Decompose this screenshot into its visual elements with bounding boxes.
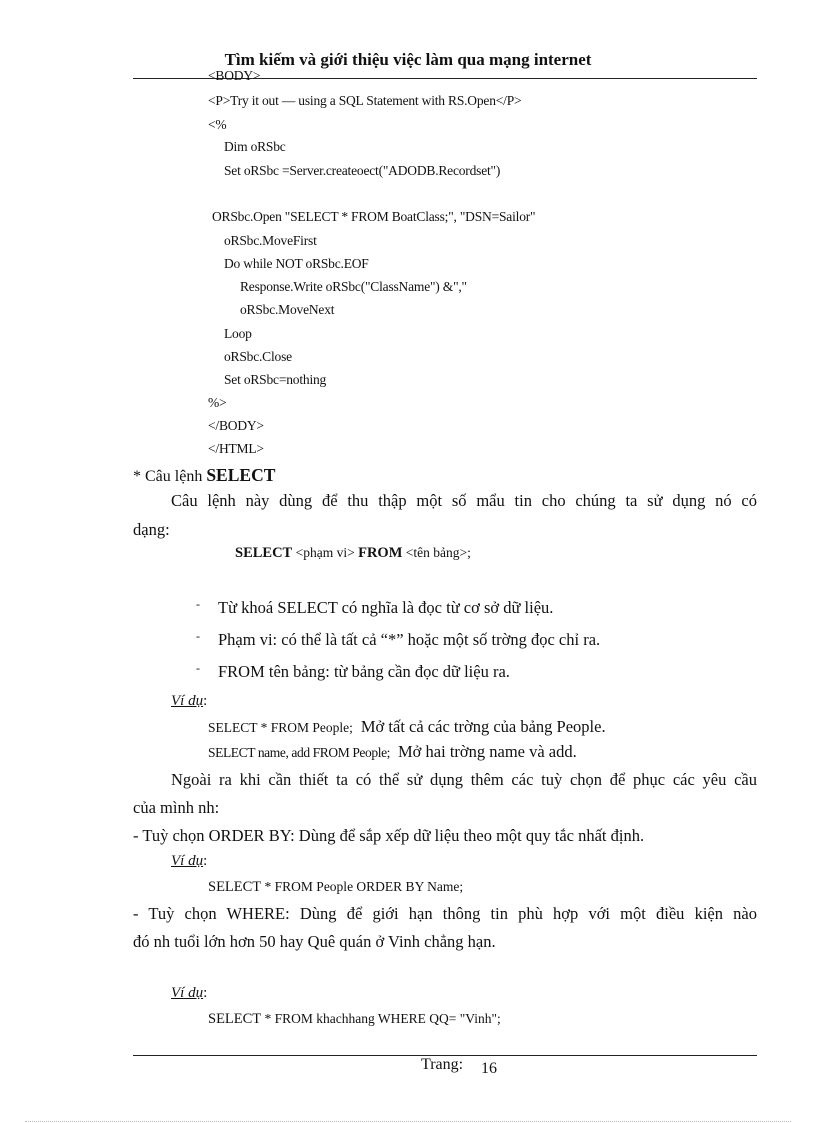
example-code: SELECT name, add FROM People; xyxy=(208,745,391,760)
bullet-item: Từ khoá SELECT có nghĩa là đọc từ cơ sở dữ liệu. xyxy=(218,598,554,617)
example-code: SELECT * FROM People; xyxy=(208,720,353,735)
example-label-1: Ví dụ: xyxy=(171,693,208,709)
footer-page-number: 16 xyxy=(481,1060,497,1077)
code-line: <% xyxy=(208,117,227,132)
intro-line-2: dạng: xyxy=(133,520,170,539)
code-line: </BODY> xyxy=(208,418,264,433)
para2-line-2: của mình nh: xyxy=(133,798,220,817)
code-line: Set oRSbc=nothing xyxy=(224,372,327,387)
example-label-text: Ví dụ xyxy=(171,693,204,709)
example-desc: Mở tất cả các trờng của bảng People. xyxy=(360,717,606,736)
example-label-3: Ví dụ: xyxy=(171,985,208,1001)
syntax-scope: <phạm vi> xyxy=(292,545,359,560)
bullet-dash-icon: - xyxy=(196,597,200,611)
syntax-kw-from: FROM xyxy=(358,545,403,561)
where-line-1: - Tuỳ chọn WHERE: Dùng để giới hạn thông tin phù hợp với một điều kiện nào xyxy=(133,904,757,923)
code-line: ORSbc.Open "SELECT * FROM BoatClass;", "DSN=Sailor" xyxy=(212,209,536,224)
bullet-dash-icon: - xyxy=(196,629,200,643)
example-label-text: Ví dụ xyxy=(171,985,204,1001)
section-heading-keyword: SELECT xyxy=(206,465,276,485)
syntax-line xyxy=(235,545,471,562)
bullet-dash-icon: - xyxy=(196,661,200,675)
page-header-title: Tìm kiếm và giới thiệu việc làm qua mạng internet xyxy=(224,50,592,69)
bullet-item: FROM tên bảng: từ bảng cần đọc dữ liệu ra. xyxy=(218,662,510,681)
code-line: Loop xyxy=(224,326,252,341)
where-example xyxy=(208,1010,501,1028)
code-line: oRSbc.MoveFirst xyxy=(224,233,317,248)
code-line: %> xyxy=(208,395,227,410)
footer-page-label: Trang: xyxy=(421,1056,464,1073)
code-line: oRSbc.Close xyxy=(224,349,292,364)
para2-line-1: Ngoài ra khi cần thiết ta có thể sử dụng thêm các tuỳ chọn để phục các yêu cầu xyxy=(171,770,757,789)
example-label-2: Ví dụ: xyxy=(171,853,208,869)
code-line: <P>Try it out — using a SQL Statement with RS.Open</P> xyxy=(208,93,522,108)
example-row xyxy=(208,742,577,762)
example-code-kw: SELECT xyxy=(208,1011,262,1027)
example-code: * FROM People ORDER BY Name; xyxy=(261,879,464,894)
orderby-example xyxy=(208,878,463,896)
intro-line-1: Câu lệnh này dùng để thu thập một số mẩu tin cho chúng ta sử dụng nó có xyxy=(171,491,757,510)
code-line: Do while NOT oRSbc.EOF xyxy=(224,256,369,271)
example-row xyxy=(208,717,606,737)
code-line: </HTML> xyxy=(208,441,264,456)
code-line: Set oRSbc =Server.createoect("ADODB.Recordset") xyxy=(224,163,501,178)
code-line: oRSbc.MoveNext xyxy=(240,302,335,317)
section-heading xyxy=(133,465,275,486)
bullet-item: Phạm vi: có thể là tất cả “*” hoặc một số trờng đọc chỉ ra. xyxy=(218,630,601,649)
syntax-table: <tên bảng>; xyxy=(402,545,471,560)
example-desc: Mở hai trờng name và add. xyxy=(398,742,577,761)
code-line: <BODY> xyxy=(208,68,261,83)
example-code: * FROM khachhang WHERE QQ= "Vinh"; xyxy=(261,1011,501,1026)
code-line: Dim oRSbc xyxy=(224,139,286,154)
example-code-kw: SELECT xyxy=(208,879,262,895)
syntax-kw-select: SELECT xyxy=(235,545,293,561)
section-heading-prefix: * Câu lệnh xyxy=(133,468,207,485)
page-bottom-edge xyxy=(25,1121,791,1122)
code-line: Response.Write oRSbc("ClassName") &"," xyxy=(240,279,467,294)
orderby-line: - Tuỳ chọn ORDER BY: Dùng để sắp xếp dữ liệu theo một quy tắc nhất định. xyxy=(133,826,645,845)
where-line-2: đó nh tuổi lớn hơn 50 hay Quê quán ở Vinh chẳng hạn. xyxy=(133,932,496,951)
example-label-text: Ví dụ xyxy=(171,853,204,869)
